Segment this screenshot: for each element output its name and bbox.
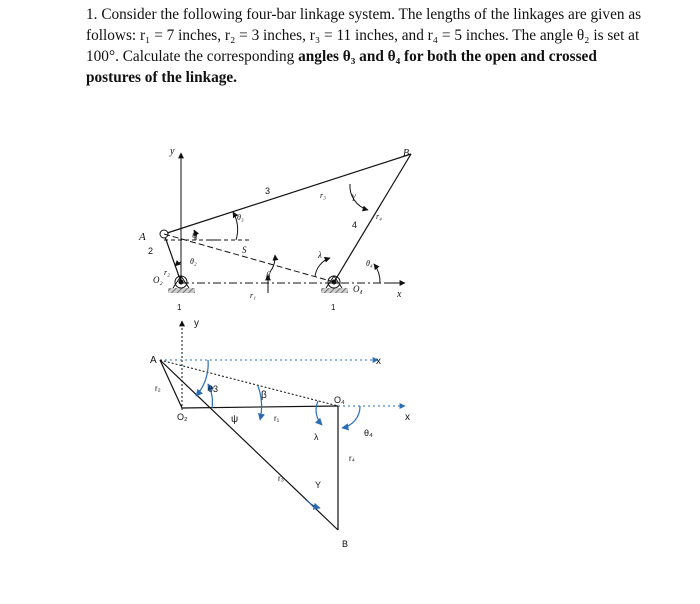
top-theta4-label: θ₄ bbox=[366, 259, 373, 268]
top-link2-label: 2 bbox=[148, 246, 154, 256]
top-B-label: B bbox=[403, 148, 410, 159]
bottom-O4-label: O₄ bbox=[334, 395, 345, 405]
bottom-linkage-diagram bbox=[150, 318, 410, 549]
top-beta-label: β bbox=[266, 270, 271, 280]
top-A-label: A bbox=[139, 231, 146, 243]
problem-number: 1. bbox=[86, 6, 98, 23]
top-link4-label: 4 bbox=[352, 220, 358, 230]
top-O2-label: O₂ bbox=[153, 275, 163, 285]
top-r3-label: r₃ bbox=[320, 191, 326, 200]
top-link1-left-label: 1 bbox=[177, 303, 182, 312]
problem-text: Consider the following four-bar linkage system. The lengths of the linkages are given as follows: r₁ = 7 inches, r₂ = 3 inches, r₃ = 11 inches, and r₄ = 5 inches. The angle θ₂ is set at 100°. Calculate the corresponding bbox=[86, 6, 642, 65]
top-theta2-label: θ₂ bbox=[190, 257, 197, 266]
top-link3-label: 3 bbox=[265, 186, 271, 196]
top-r4-label: r₄ bbox=[376, 212, 382, 221]
top-linkage-diagram bbox=[138, 146, 411, 312]
bottom-A-label: A bbox=[150, 355, 157, 366]
bottom-psi-label: ψ bbox=[231, 414, 239, 425]
top-lambda-arc bbox=[315, 258, 330, 277]
top-y-label: y bbox=[170, 146, 175, 157]
bottom-theta3-label: θ3 bbox=[208, 384, 219, 394]
bottom-r2-label: r₂ bbox=[155, 384, 161, 393]
top-gamma-label: γ bbox=[352, 191, 356, 201]
bottom-r4-label: r₄ bbox=[349, 454, 355, 463]
bottom-x-top-label: x bbox=[376, 356, 381, 367]
top-lambda-label: λ bbox=[318, 250, 322, 260]
bottom-B-label: B bbox=[342, 539, 349, 549]
top-r1-label: r₁ bbox=[250, 291, 256, 300]
top-ground-left bbox=[168, 288, 195, 293]
bottom-x-bottom-label: x bbox=[405, 412, 410, 423]
top-beta-arc bbox=[270, 255, 275, 272]
bottom-diagonal bbox=[160, 360, 338, 406]
bottom-y-label: y bbox=[194, 318, 199, 329]
top-x-label: x bbox=[397, 289, 402, 300]
bottom-theta4-label: θ₄ bbox=[364, 428, 373, 438]
top-S-label: S bbox=[242, 245, 247, 255]
bottom-link-1 bbox=[182, 406, 338, 408]
top-theta2-arc bbox=[175, 262, 181, 266]
top-r2-label: r₂ bbox=[164, 268, 170, 277]
problem-text-bold: angles θ₃ and θ₄ for both the open and crossed postures of the linkage. bbox=[86, 48, 597, 86]
bottom-theta3-arc bbox=[196, 360, 208, 396]
bottom-beta-label: β bbox=[261, 390, 267, 401]
top-link1-right-label: 1 bbox=[331, 303, 336, 312]
bottom-lambda-label: λ bbox=[314, 432, 319, 442]
top-theta3-label: θ₃ bbox=[237, 213, 244, 222]
top-ground-right bbox=[321, 288, 348, 293]
top-O4-label: O₄ bbox=[353, 284, 363, 294]
bottom-r3-label: r₃ bbox=[278, 474, 284, 483]
bottom-O2-label: O₂ bbox=[177, 412, 188, 422]
top-psi-label: ψ bbox=[192, 230, 198, 240]
bottom-theta4-arc bbox=[342, 406, 360, 428]
top-link-3 bbox=[164, 154, 411, 234]
bottom-link-2 bbox=[160, 360, 182, 408]
bottom-lambda-arc bbox=[316, 401, 322, 425]
bottom-r1-label: r₁ bbox=[274, 414, 280, 423]
top-theta4-arc bbox=[374, 264, 380, 283]
bottom-gamma-label: Y bbox=[315, 480, 322, 490]
